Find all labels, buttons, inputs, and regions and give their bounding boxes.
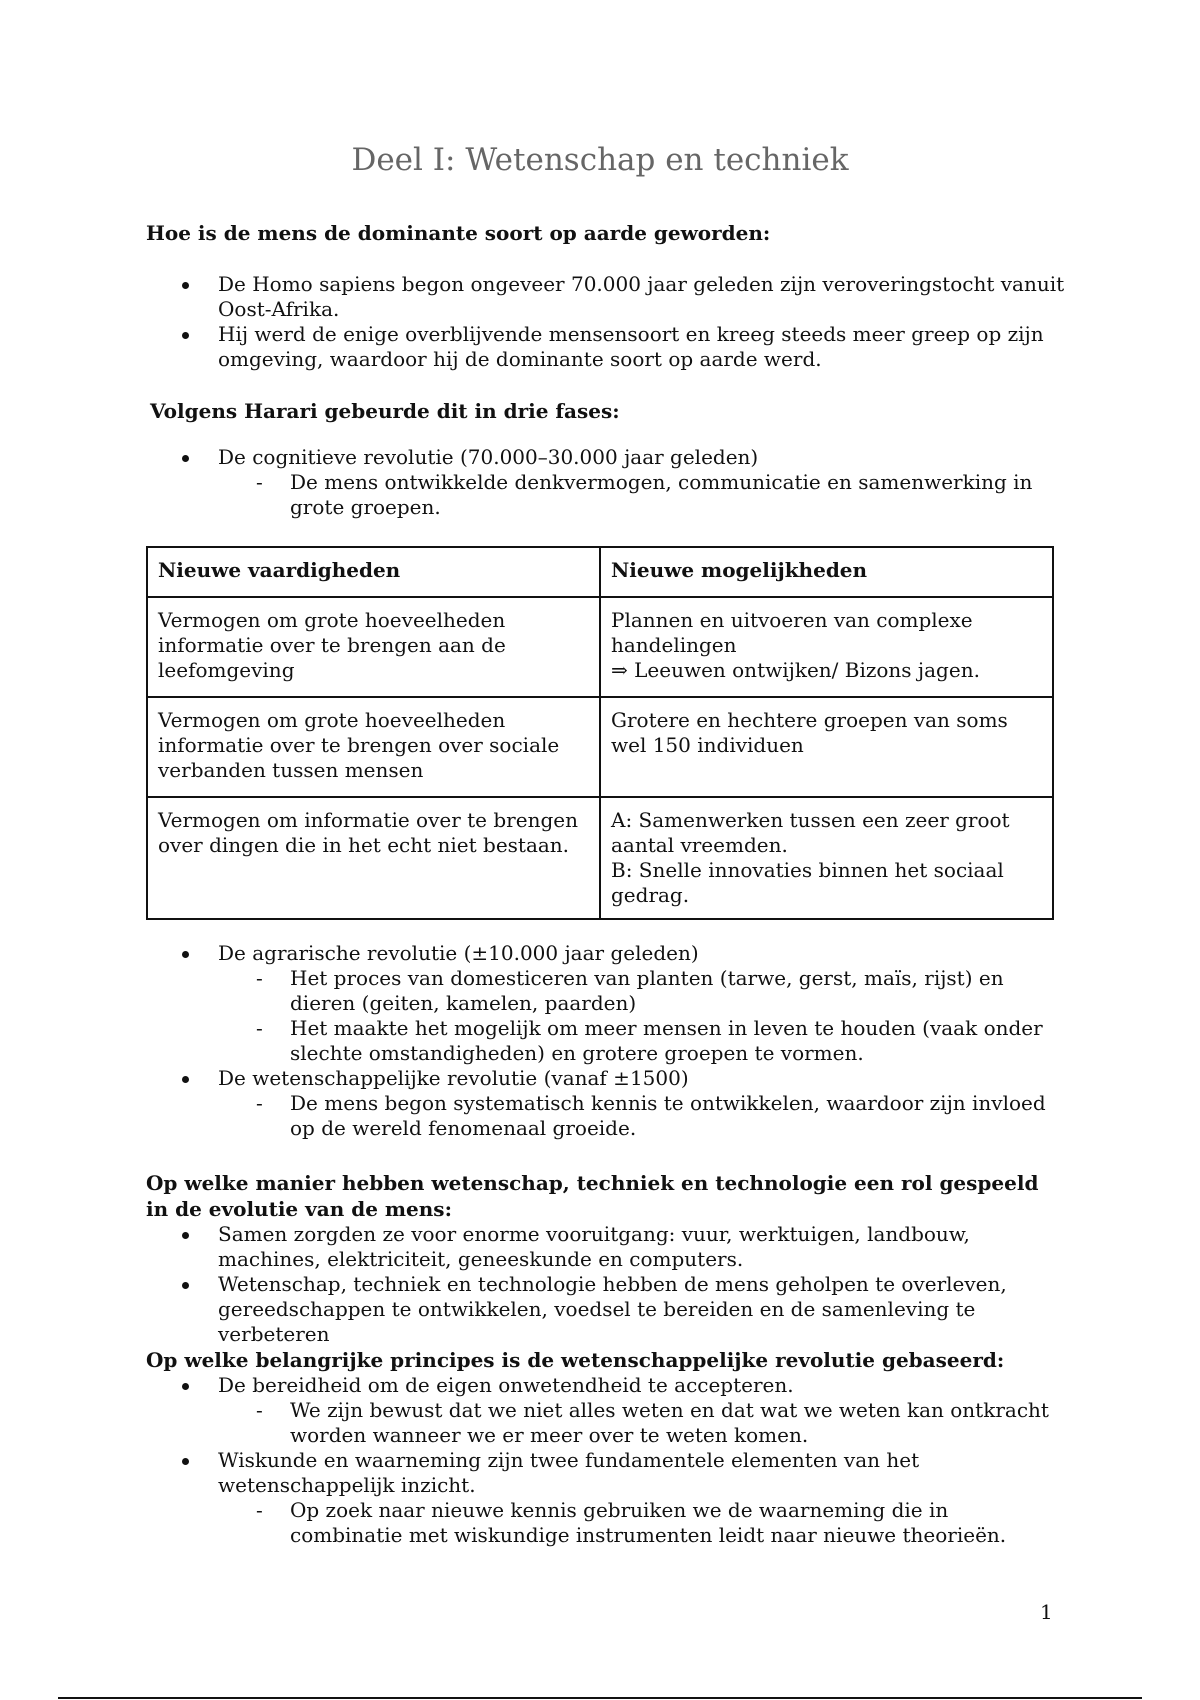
list-item: De cognitieve revolutie (70.000–30.000 jaar geleden) - De mens ontwikkelde denkvermogen, communicatie en samenwerking in grote groepen. (146, 445, 1066, 520)
table-cell: Vermogen om informatie over te brengen over dingen die in het echt niet bestaan. (147, 797, 600, 919)
skills-table (146, 546, 1054, 920)
list-item: De Homo sapiens begon ongeveer 70.000 jaar geleden zijn veroveringstocht vanuit Oost-Afrika. (146, 272, 1066, 322)
sub-item: - Het maakte het mogelijk om meer mensen in leven te houden (vaak onder slechte omstandigheden) en grotere groepen te vormen. (256, 1016, 1043, 1065)
table-cell: Vermogen om grote hoeveelheden informatie over te brengen aan de leefomgeving (147, 597, 600, 697)
footer-divider (58, 1697, 1142, 1699)
dominance-list (146, 272, 1066, 372)
list-item: Samen zorgden ze voor enorme vooruitgang: vuur, werktuigen, landbouw, machines, elektriciteit, geneeskunde en computers. (146, 1222, 1066, 1272)
page-title: Deel I: Wetenschap en techniek (351, 142, 849, 178)
table-cell: Plannen en uitvoeren van complexe handelingen ⇒ Leeuwen ontwijken/ Bizons jagen. (600, 597, 1053, 697)
table-row (147, 597, 1053, 697)
phases-list-bottom (146, 941, 1066, 1141)
section-heading-principles: Op welke belangrijke principes is de wetenschappelijke revolutie gebaseerd: (146, 1348, 1005, 1372)
list-item: Wiskunde en waarneming zijn twee fundamentele elementen van het wetenschappelijk inzicht. - Op zoek naar nieuwe kennis gebruiken we de waarneming die in combinatie met wiskundige instrumenten leidt naar nieuwe theorieën. (146, 1448, 1066, 1548)
sub-item: - We zijn bewust dat we niet alles weten en dat wat we weten kan ontkracht worden wanneer we er meer over te weten komen. (256, 1398, 1049, 1447)
table-cell: Vermogen om grote hoeveelheden informatie over te brengen over sociale verbanden tussen mensen (147, 697, 600, 797)
bullet-icon (182, 1458, 189, 1465)
bullet-icon (182, 1076, 189, 1083)
sub-item: - Op zoek naar nieuwe kennis gebruiken we de waarneming die in combinatie met wiskundige instrumenten leidt naar nieuwe theorieën. (256, 1498, 1007, 1547)
table-cell: Grotere en hechtere groepen van soms wel 150 individuen (600, 697, 1053, 797)
bullet-icon (182, 1282, 189, 1289)
table-row (147, 697, 1053, 797)
list-item: Hij werd de enige overblijvende mensensoort en kreeg steeds meer greep op zijn omgeving, waardoor hij de dominante soort op aarde werd. (146, 322, 1066, 372)
dash-icon: - (256, 1398, 263, 1422)
dash-icon: - (256, 470, 263, 494)
table-row (147, 797, 1053, 919)
page-number: 1 (1040, 1600, 1053, 1624)
bullet-icon (182, 1232, 189, 1239)
sub-item: - De mens begon systematisch kennis te ontwikkelen, waardoor zijn invloed op de wereld fenomenaal groeide. (256, 1091, 1046, 1140)
bullet-icon (182, 282, 189, 289)
list-item: De agrarische revolutie (±10.000 jaar geleden) - Het proces van domesticeren van planten (tarwe, gerst, maïs, rijst) en dieren (geiten, kamelen, paarden) - Het maakte het mogelijk om meer mensen in leven te houden (vaak onder slechte omstandigheden) en grotere groepen te vormen. (146, 941, 1066, 1066)
section-heading-dominance: Hoe is de mens de dominante soort op aarde geworden: (146, 221, 771, 245)
bullet-icon (182, 332, 189, 339)
table-header-row (147, 547, 1053, 597)
sub-item: - Het proces van domesticeren van planten (tarwe, gerst, maïs, rijst) en dieren (geiten, kamelen, paarden) (256, 966, 1004, 1015)
dash-icon: - (256, 966, 263, 990)
bullet-icon (182, 951, 189, 958)
principles-list (146, 1373, 1066, 1548)
section-heading-role: Op welke manier hebben wetenschap, techniek en technologie een rol gespeeld in de evolutie van de mens: (146, 1171, 1039, 1221)
phases-list-top (146, 445, 1066, 520)
bullet-icon (182, 1383, 189, 1390)
dash-icon: - (256, 1016, 263, 1040)
dash-icon: - (256, 1091, 263, 1115)
list-item: De wetenschappelijke revolutie (vanaf ±1500) - De mens begon systematisch kennis te ontwikkelen, waardoor zijn invloed op de wereld fenomenaal groeide. (146, 1066, 1066, 1141)
section-heading-phases: Volgens Harari gebeurde dit in drie fases: (150, 399, 620, 423)
list-item: Wetenschap, techniek en technologie hebben de mens geholpen te overleven, gereedschappen te ontwikkelen, voedsel te bereiden en de samenleving te verbeteren (146, 1272, 1066, 1347)
table-cell: A: Samenwerken tussen een zeer groot aantal vreemden. B: Snelle innovaties binnen het sociaal gedrag. (600, 797, 1053, 919)
column-header: Nieuwe vaardigheden (147, 547, 600, 597)
column-header: Nieuwe mogelijkheden (600, 547, 1053, 597)
dash-icon: - (256, 1498, 263, 1522)
role-list (146, 1222, 1066, 1347)
list-item: De bereidheid om de eigen onwetendheid te accepteren. - We zijn bewust dat we niet alles weten en dat wat we weten kan ontkracht worden wanneer we er meer over te weten komen. (146, 1373, 1066, 1448)
sub-item: - De mens ontwikkelde denkvermogen, communicatie en samenwerking in grote groepen. (256, 470, 1033, 519)
bullet-icon (182, 455, 189, 462)
